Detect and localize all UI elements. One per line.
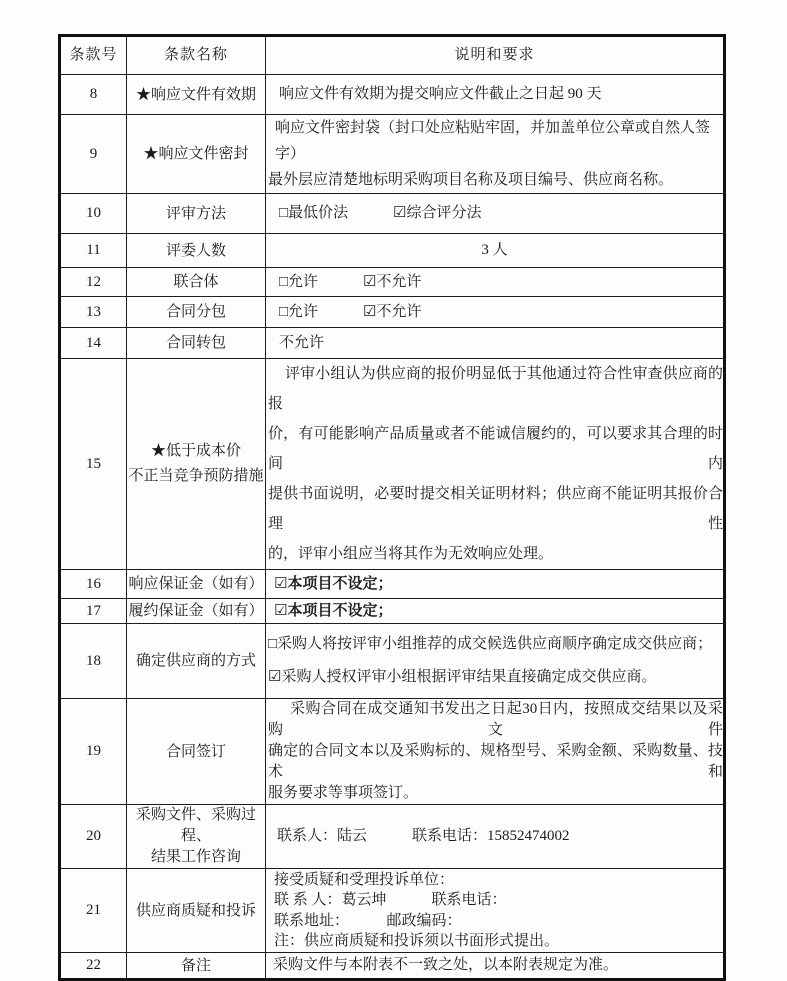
clause-name bbox=[127, 359, 266, 570]
clause-number: 16 bbox=[60, 570, 127, 599]
clause-name bbox=[127, 234, 266, 268]
clause-number: 8 bbox=[60, 75, 127, 115]
clause-description bbox=[266, 115, 725, 194]
desc-line: □最低价法 ☑综合评分法 bbox=[279, 205, 482, 222]
clause-name bbox=[127, 194, 266, 234]
table-row bbox=[60, 624, 725, 699]
desc-line: 响应文件有效期为提交响应文件截止之日起 90 天 bbox=[279, 86, 602, 103]
clause-description bbox=[266, 599, 725, 624]
clause-name-line: 评委人数 bbox=[165, 242, 226, 259]
desc-line: 提供书面说明，必要时提交相关证明材料；供应商不能证明其报价合理性 bbox=[268, 486, 723, 532]
clause-description bbox=[266, 194, 725, 234]
clause-name-line: 供应商质疑和投诉 bbox=[135, 902, 256, 919]
desc-line: 评审小组认为供应商的报价明显低于其他通过符合性审查供应商的报 bbox=[268, 366, 723, 412]
clause-description bbox=[266, 328, 725, 359]
desc-line: □允许 ☑不允许 bbox=[279, 303, 422, 320]
clause-name-line: 备注 bbox=[180, 957, 211, 974]
clause-number: 11 bbox=[60, 234, 127, 268]
clause-description bbox=[266, 359, 725, 570]
clause-description bbox=[266, 624, 725, 699]
desc-line: 接受质疑和受理投诉单位： bbox=[274, 871, 455, 888]
desc-line: ☑本项目不设定； bbox=[274, 601, 393, 619]
header-clause-number: 条款号 bbox=[60, 36, 127, 75]
clause-name bbox=[127, 75, 266, 115]
table-row bbox=[60, 359, 725, 570]
desc-line: 确定的合同文本以及采购标的、规格型号、采购金额、采购数量、技术和 bbox=[268, 743, 723, 780]
table-row bbox=[60, 234, 725, 268]
table-row bbox=[60, 297, 725, 328]
table-row bbox=[60, 115, 725, 194]
clause-name bbox=[127, 570, 266, 599]
clause-number: 19 bbox=[60, 699, 127, 805]
clause-description bbox=[266, 805, 725, 869]
clause-number: 10 bbox=[60, 194, 127, 234]
desc-line: 联 系 人：葛云坤 联系电话： bbox=[274, 892, 507, 908]
table-body bbox=[60, 75, 725, 980]
clause-description bbox=[266, 953, 725, 980]
clause-name-line: 结果工作咨询 bbox=[150, 849, 241, 865]
clause-number: 14 bbox=[60, 328, 127, 359]
clause-name bbox=[127, 328, 266, 359]
desc-line: 采购合同在成交通知书发出之日起30日内，按照成交结果以及采购文件 bbox=[268, 701, 723, 738]
header-description: 说明和要求 bbox=[266, 36, 725, 75]
clause-number: 18 bbox=[60, 624, 127, 699]
table-row bbox=[60, 599, 725, 624]
clause-name-line: 合同转包 bbox=[165, 335, 226, 351]
clause-name-line: 联合体 bbox=[173, 274, 219, 290]
desc-line: 服务要求等事项签订。 bbox=[268, 785, 419, 801]
table-row bbox=[60, 194, 725, 234]
clause-name-line: ★响应文件有效期 bbox=[135, 86, 256, 103]
table-row bbox=[60, 953, 725, 980]
header-clause-name: 条款名称 bbox=[127, 36, 266, 75]
clause-name bbox=[127, 297, 266, 328]
desc-line: □允许 ☑不允许 bbox=[279, 273, 422, 290]
clause-name-line: 不正当竞争预防措施 bbox=[128, 468, 264, 484]
clause-name bbox=[127, 953, 266, 980]
clause-number: 20 bbox=[60, 805, 127, 869]
clause-number: 22 bbox=[60, 953, 127, 980]
table-row bbox=[60, 75, 725, 115]
clause-name bbox=[127, 115, 266, 194]
clause-name-line: 响应保证金（如有） bbox=[128, 576, 264, 592]
desc-line: 价，有可能影响产品质量或者不能诚信履约的，可以要求其合理的时间内 bbox=[268, 426, 723, 472]
clause-description bbox=[266, 297, 725, 328]
clause-number: 9 bbox=[60, 115, 127, 194]
clause-number: 13 bbox=[60, 297, 127, 328]
clause-number: 17 bbox=[60, 599, 127, 624]
desc-line: 不允许 bbox=[279, 334, 325, 351]
clause-name-line: 确定供应商的方式 bbox=[135, 653, 256, 669]
clause-name bbox=[127, 869, 266, 953]
clause-description bbox=[266, 268, 725, 297]
desc-line: 联系人：陆云 联系电话：15852474002 bbox=[277, 828, 570, 845]
clause-description bbox=[266, 869, 725, 953]
desc-line: 响应文件密封袋（封口处应粘贴牢固，并加盖单位公章或自然人签字） bbox=[275, 120, 711, 162]
desc-line: 的，评审小组应当将其作为无效响应处理。 bbox=[268, 546, 554, 562]
clause-name-line: 合同分包 bbox=[165, 304, 226, 320]
clause-name-line: 采购文件、采购过程、 bbox=[135, 807, 256, 844]
clause-description bbox=[266, 234, 725, 268]
desc-line: □采购人将按评审小组推荐的成交候选供应商顺序确定成交供应商； bbox=[268, 636, 713, 652]
clause-name bbox=[127, 268, 266, 297]
clause-number: 21 bbox=[60, 869, 127, 953]
clause-name bbox=[127, 805, 266, 869]
desc-line: 采购文件与本附表不一致之处，以本附表规定为准。 bbox=[273, 957, 619, 974]
table-row bbox=[60, 699, 725, 805]
clause-description bbox=[266, 699, 725, 805]
desc-line: 3 人 bbox=[481, 242, 508, 259]
desc-line: 最外层应清楚地标明采购项目名称及项目编号、供应商名称。 bbox=[268, 172, 674, 188]
table-header bbox=[60, 36, 725, 75]
clause-name-line: 履约保证金（如有） bbox=[128, 603, 264, 619]
desc-line: ☑本项目不设定； bbox=[274, 574, 393, 592]
table-row bbox=[60, 805, 725, 869]
table-row bbox=[60, 570, 725, 599]
desc-line: ☑采购人授权评审小组根据评审结果直接确定成交供应商。 bbox=[268, 669, 657, 685]
clause-name-line: 合同签订 bbox=[165, 743, 226, 760]
clause-number: 12 bbox=[60, 268, 127, 297]
clause-description bbox=[266, 570, 725, 599]
header-row bbox=[60, 36, 725, 75]
clause-description bbox=[266, 75, 725, 115]
table-row bbox=[60, 869, 725, 953]
table-row bbox=[60, 268, 725, 297]
table-row bbox=[60, 328, 725, 359]
clause-name-line: ★低于成本价 bbox=[150, 443, 241, 459]
clause-number: 15 bbox=[60, 359, 127, 570]
clause-name bbox=[127, 699, 266, 805]
desc-line: 注：供应商质疑和投诉须以书面形式提出。 bbox=[274, 933, 560, 949]
clause-name-line: 评审方法 bbox=[165, 205, 226, 222]
clauses-table bbox=[58, 34, 726, 981]
desc-line: 联系地址： 邮政编码： bbox=[274, 912, 462, 929]
clause-name bbox=[127, 624, 266, 699]
clause-name-line: ★响应文件密封 bbox=[143, 146, 249, 162]
clause-name bbox=[127, 599, 266, 624]
